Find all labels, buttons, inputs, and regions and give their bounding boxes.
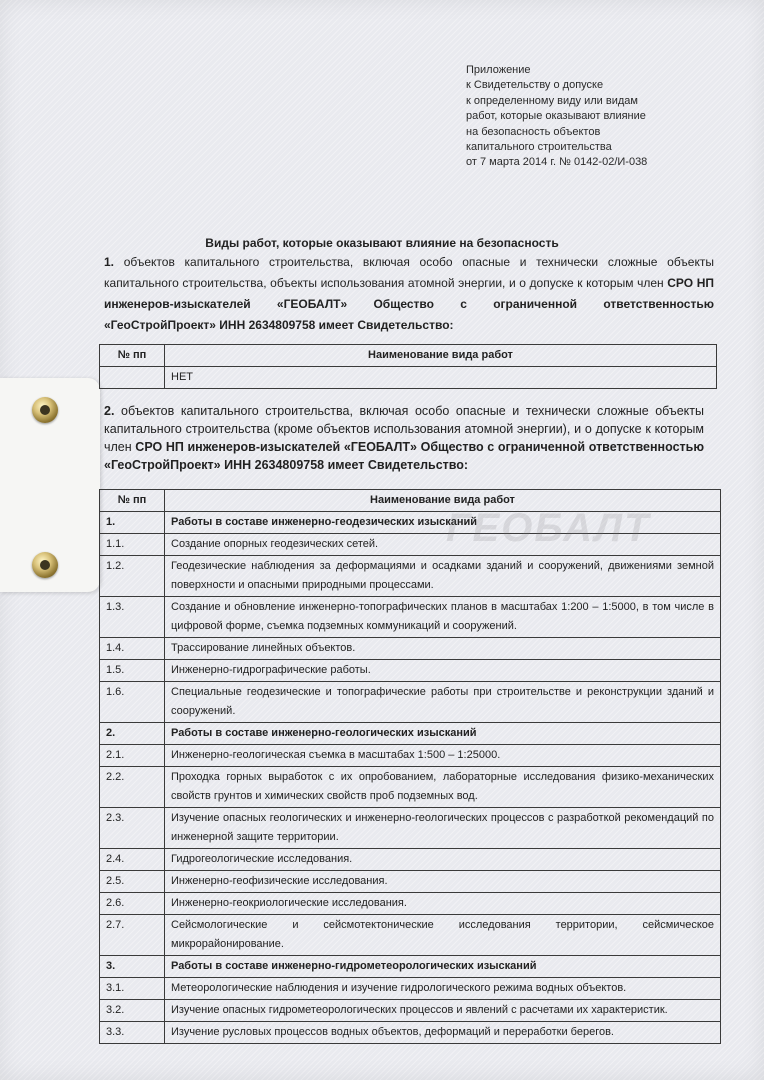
cell-number: 2.5. — [100, 871, 165, 893]
cell-work-type: Инженерно-геофизические исследования. — [165, 871, 721, 893]
section-1-text: объектов капитального строительства, включая особо опасные и технически сложные объекты капитального строительства, объекты использования атомной энергии, и о допуске к которым член — [104, 255, 714, 290]
cell-work-type: Изучение опасных геологических и инженерно-геологических процессов с разработкой рекомендаций по инженерной защите территории. — [165, 808, 721, 849]
column-header-number: № пп — [100, 345, 165, 367]
column-header-work-type: Наименование вида работ — [165, 490, 721, 512]
cell-work-type: Создание и обновление инженерно-топографических планов в масштабах 1:200 – 1:5000, в том числе в цифровой форме, съемка подземных коммуникаций и сооружений. — [165, 597, 721, 638]
table-row — [100, 849, 721, 871]
column-header-number: № пп — [100, 490, 165, 512]
cell-number: 2.7. — [100, 915, 165, 956]
cell-work-type: НЕТ — [165, 367, 717, 389]
cell-number: 2. — [100, 723, 165, 745]
appendix-line: к определенному виду или видам — [466, 94, 638, 107]
appendix-line: капитального строительства — [466, 141, 612, 154]
cell-number: 1.6. — [100, 682, 165, 723]
cell-work-type: Гидрогеологические исследования. — [165, 849, 721, 871]
cell-work-type: Инженерно-геокриологические исследования. — [165, 893, 721, 915]
table-row — [100, 871, 721, 893]
section-1-intro — [104, 252, 714, 336]
cell-work-type: Трассирование линейных объектов. — [165, 638, 721, 660]
cell-work-type: Инженерно-геологическая съемка в масштабах 1:500 – 1:25000. — [165, 745, 721, 767]
section-2-text: объектов капитального строительства, включая особо опасные и технически сложные объекты капитального строительства (кроме объектов использования атомной энергии), и о допуске к которым член — [104, 404, 704, 454]
cell-number: 1.3. — [100, 597, 165, 638]
section-1-member: СРО НП инженеров-изыскателей «ГЕОБАЛТ» Общество с ограниченной ответственностью «ГеоСтройПроект» ИНН 2634809758 имеет Свидетельство: — [104, 276, 714, 332]
table-row — [100, 534, 721, 556]
rivet-bottom-icon — [32, 552, 58, 578]
table-section-1 — [99, 344, 717, 389]
appendix-line: к Свидетельству о допуске — [466, 79, 604, 92]
table-row — [100, 767, 721, 808]
cell-number: 1.2. — [100, 556, 165, 597]
table-body — [100, 512, 721, 1044]
table-row — [100, 638, 721, 660]
appendix-line: на безопасность объектов — [466, 125, 601, 138]
table-row — [100, 745, 721, 767]
table-row — [100, 682, 721, 723]
cell-number: 1. — [100, 512, 165, 534]
section-2-intro — [104, 402, 704, 474]
table-row — [100, 1022, 721, 1044]
column-header-work-type: Наименование вида работ — [165, 345, 717, 367]
cell-number: 2.4. — [100, 849, 165, 871]
appendix-note — [466, 63, 647, 171]
section-1-number: 1. — [104, 255, 115, 269]
appendix-line: от 7 марта 2014 г. № 0142-02/И-038 — [466, 156, 648, 169]
cell-work-type: Сейсмологические и сейсмотектонические исследования территории, сейсмическое микрорайонирование. — [165, 915, 721, 956]
appendix-line: работ, которые оказывают влияние — [466, 110, 646, 123]
cell-work-type: Изучение русловых процессов водных объектов, деформаций и переработки берегов. — [165, 1022, 721, 1044]
table-row — [100, 660, 721, 682]
section-2-number: 2. — [104, 404, 115, 418]
cell-work-type: Проходка горных выработок с их опробованием, лабораторные исследования физико-механических свойств грунтов и химических свойств проб подземных вод. — [165, 767, 721, 808]
rivet-top-icon — [32, 397, 58, 423]
table-section-2 — [99, 489, 721, 1044]
table-row — [100, 978, 721, 1000]
table-row — [100, 893, 721, 915]
table-row — [100, 597, 721, 638]
section-2-member: СРО НП инженеров-изыскателей «ГЕОБАЛТ» Общество с ограниченной ответственностью «ГеоСтройПроект» ИНН 2634809758 имеет Свидетельство: — [104, 440, 704, 472]
cell-number: 2.3. — [100, 808, 165, 849]
appendix-line: Приложение — [466, 64, 531, 76]
table-row — [100, 556, 721, 597]
watermark-logo: ГЕОБАЛТ — [446, 506, 651, 550]
table-row — [100, 808, 721, 849]
table-section-row — [100, 956, 721, 978]
cell-work-type: Работы в составе инженерно-геодезических изысканий — [165, 512, 721, 534]
table-row — [100, 915, 721, 956]
page-title: Виды работ, которые оказывают влияние на безопасность — [205, 236, 559, 250]
cell-work-type: Метеорологические наблюдения и изучение гидрологического режима водных объектов. — [165, 978, 721, 1000]
table-row — [100, 1000, 721, 1022]
cell-number: 1.4. — [100, 638, 165, 660]
cell-work-type: Изучение опасных гидрометеорологических процессов и явлений с расчетами их характеристик. — [165, 1000, 721, 1022]
cell-work-type: Создание опорных геодезических сетей. — [165, 534, 721, 556]
cell-number: 3. — [100, 956, 165, 978]
cell-work-type: Геодезические наблюдения за деформациями и осадками зданий и сооружений, движениями земной поверхности и опасными природными процессами. — [165, 556, 721, 597]
cell-number: 1.1. — [100, 534, 165, 556]
cell-number: 3.3. — [100, 1022, 165, 1044]
cell-number: 1.5. — [100, 660, 165, 682]
cell-number — [100, 367, 165, 389]
table-section-row — [100, 512, 721, 534]
cell-number: 2.1. — [100, 745, 165, 767]
cell-number: 3.2. — [100, 1000, 165, 1022]
cell-work-type: Специальные геодезические и топографические работы при строительстве и реконструкции зданий и сооружений. — [165, 682, 721, 723]
cell-work-type: Работы в составе инженерно-гидрометеорологических изысканий — [165, 956, 721, 978]
table-section-row — [100, 723, 721, 745]
cell-number: 3.1. — [100, 978, 165, 1000]
cell-work-type: Инженерно-гидрографические работы. — [165, 660, 721, 682]
table-row — [100, 367, 717, 389]
cell-number: 2.6. — [100, 893, 165, 915]
cell-number: 2.2. — [100, 767, 165, 808]
cell-work-type: Работы в составе инженерно-геологических изысканий — [165, 723, 721, 745]
